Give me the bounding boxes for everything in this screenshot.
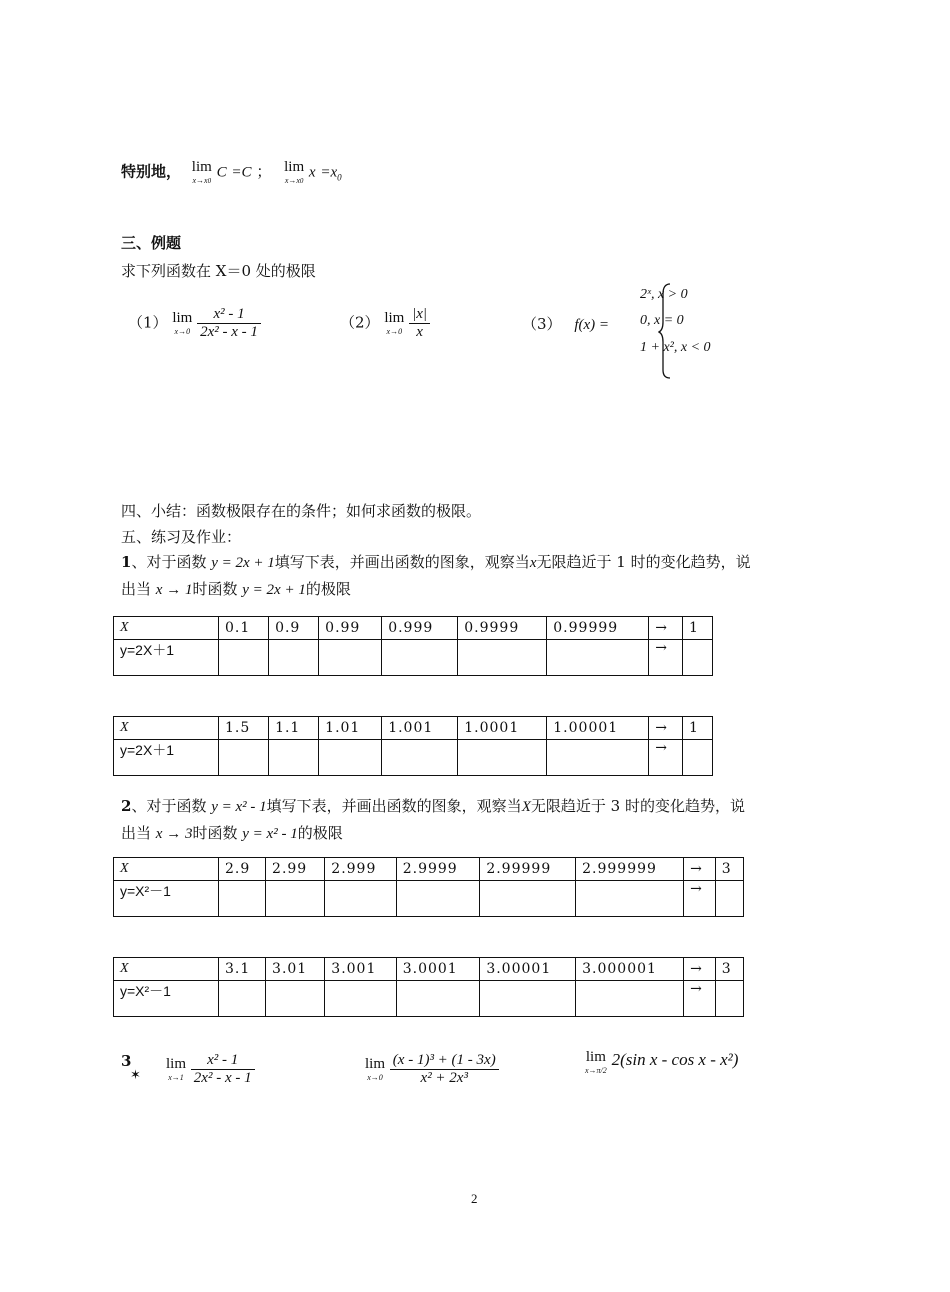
q2-text-d: 出当 bbox=[121, 824, 152, 842]
example-3-label-fx bbox=[522, 313, 609, 334]
table-cell-blank[interactable] bbox=[715, 881, 743, 917]
table-cell-header: 0.999 bbox=[382, 617, 458, 640]
table-cell-blank[interactable] bbox=[325, 981, 396, 1017]
table-cell-arrow: → bbox=[684, 881, 716, 917]
q3e2-fraction bbox=[390, 1052, 499, 1087]
lim-subscript-2 bbox=[284, 177, 304, 185]
table-cell-header: → bbox=[649, 617, 683, 640]
lim-subscript bbox=[192, 177, 212, 185]
table-cell-blank[interactable] bbox=[480, 881, 576, 917]
q2-text-b: 填写下表，并画出函数的图象，观察当 bbox=[266, 797, 522, 815]
lim-sub-text-2: x→x bbox=[284, 176, 300, 185]
table-cell-blank[interactable] bbox=[266, 881, 325, 917]
table-cell-header: 2.999999 bbox=[576, 858, 684, 881]
q3e2-lim-text: lim bbox=[365, 1056, 386, 1072]
ex1-numerator: x² - 1 bbox=[197, 306, 261, 324]
q3-expression-2 bbox=[365, 1052, 499, 1087]
table-cell-header: 2.9 bbox=[219, 858, 266, 881]
ex2-limit bbox=[384, 311, 404, 336]
table-3 bbox=[113, 857, 744, 917]
special-prefix: 特别地， bbox=[121, 162, 182, 181]
example-3-label: （3） bbox=[522, 315, 562, 333]
table-cell-blank[interactable] bbox=[266, 981, 325, 1017]
table-row-label: y=2X＋1 bbox=[114, 640, 219, 676]
table-cell-header: X bbox=[114, 717, 219, 740]
star-icon: ✶ bbox=[130, 1068, 141, 1083]
q1-text-d: 出当 bbox=[121, 580, 152, 598]
table-cell-blank[interactable] bbox=[396, 981, 480, 1017]
section-heading-examples: 三、例题 bbox=[121, 234, 182, 252]
ex3-case-3: 1 + x², x < 0 bbox=[640, 340, 711, 355]
q3e1-lim-sub: x→1 bbox=[168, 1073, 184, 1082]
table-row-label: y=2X＋1 bbox=[114, 740, 219, 776]
q3-expression-1 bbox=[166, 1052, 255, 1087]
table-cell-header: 3.001 bbox=[325, 958, 396, 981]
table-cell-blank[interactable] bbox=[458, 640, 547, 676]
q3e3-lim-text: lim bbox=[585, 1049, 606, 1065]
ex1-limit bbox=[172, 311, 192, 336]
table-cell-header: 3.0001 bbox=[396, 958, 480, 981]
table-cell-blank[interactable] bbox=[576, 981, 684, 1017]
table-row-label: y=X²－1 bbox=[114, 881, 219, 917]
q2-approach: x → 3 bbox=[155, 826, 193, 842]
table-cell-blank[interactable] bbox=[682, 740, 712, 776]
table-row bbox=[114, 981, 744, 1017]
table-cell-header: 1 bbox=[682, 717, 712, 740]
table-cell-header: → bbox=[649, 717, 683, 740]
ex2-lim-sub: x→0 bbox=[386, 327, 403, 336]
q3e3-body: 2(sin x - cos x - x²) bbox=[611, 1050, 739, 1069]
q3-expression-3 bbox=[585, 1050, 738, 1075]
example-2-label: （2） bbox=[340, 313, 380, 332]
table-cell-blank[interactable] bbox=[382, 740, 458, 776]
table-row bbox=[114, 717, 713, 740]
summary-line: 四、小结：函数极限存在的条件；如何求函数的极限。 bbox=[121, 502, 482, 520]
q2-variable: X bbox=[521, 799, 531, 815]
variable-x: x bbox=[308, 164, 316, 181]
example-1-label: （1） bbox=[128, 313, 168, 332]
table-cell-blank[interactable] bbox=[382, 640, 458, 676]
ex2-lim-text: lim bbox=[384, 310, 405, 326]
q2-text-e: 时函数 bbox=[192, 824, 238, 842]
table-cell-blank[interactable] bbox=[269, 740, 319, 776]
q3e2-denominator: x² + 2x³ bbox=[420, 1070, 468, 1086]
table-cell-blank[interactable] bbox=[219, 881, 266, 917]
table-cell-blank[interactable] bbox=[547, 640, 649, 676]
table-cell-blank[interactable] bbox=[480, 981, 576, 1017]
ex2-numerator: |x| bbox=[409, 306, 430, 324]
table-cell-header: 0.99 bbox=[319, 617, 382, 640]
table-cell-header: 1 bbox=[682, 617, 712, 640]
lim-sub-text: x→x bbox=[192, 176, 208, 185]
q1-function-2: y = 2x + 1 bbox=[242, 582, 306, 598]
table-row bbox=[114, 740, 713, 776]
table-cell-header: X bbox=[114, 958, 219, 981]
table-cell-header: X bbox=[114, 617, 219, 640]
table-cell-header: 3 bbox=[715, 958, 743, 981]
table-cell-arrow: → bbox=[649, 740, 683, 776]
example-1 bbox=[128, 306, 261, 341]
table-cell-header: 1.01 bbox=[319, 717, 382, 740]
table-row bbox=[114, 858, 744, 881]
q3e1-denominator: 2x² - x - 1 bbox=[193, 1070, 252, 1086]
table-cell-blank[interactable] bbox=[576, 881, 684, 917]
table-cell-blank[interactable] bbox=[319, 640, 382, 676]
page-number: 2 bbox=[471, 1191, 478, 1206]
table-cell-header: 1.1 bbox=[269, 717, 319, 740]
table-cell-header: 2.999 bbox=[325, 858, 396, 881]
equals-x0: =x bbox=[320, 164, 338, 181]
q3e1-limit bbox=[166, 1057, 186, 1082]
lim-text: lim bbox=[191, 159, 212, 175]
table-cell-header: 2.99999 bbox=[480, 858, 576, 881]
q1-text-c: 无限趋近于 1 时的变化趋势，说 bbox=[536, 553, 751, 571]
table-cell-header: 0.9 bbox=[269, 617, 319, 640]
ex1-lim-text: lim bbox=[172, 310, 193, 326]
table-row-label: y=X²－1 bbox=[114, 981, 219, 1017]
table-cell-blank[interactable] bbox=[396, 881, 480, 917]
ex1-fraction bbox=[197, 306, 261, 341]
table-cell-header: 1.00001 bbox=[547, 717, 649, 740]
section-heading-exercises: 五、练习及作业： bbox=[121, 528, 242, 546]
ex1-denominator: 2x² - x - 1 bbox=[200, 324, 258, 340]
lim-text-2: lim bbox=[284, 159, 305, 175]
table-row bbox=[114, 958, 744, 981]
table-cell-header: X bbox=[114, 858, 219, 881]
q3e1-numerator: x² - 1 bbox=[191, 1052, 255, 1070]
table-cell-header: 3.01 bbox=[266, 958, 325, 981]
q1-function: y = 2x + 1 bbox=[211, 555, 275, 571]
q1-text-a: 、对于函数 bbox=[131, 553, 207, 571]
q3e1-lim-text: lim bbox=[166, 1056, 187, 1072]
ex2-fraction bbox=[409, 306, 430, 341]
ex3-case-2: 0, x = 0 bbox=[640, 313, 684, 328]
examples-intro: 求下列函数在 X＝0 处的极限 bbox=[121, 262, 316, 280]
question-2-line-2 bbox=[121, 822, 343, 843]
ex2-denominator: x bbox=[416, 324, 423, 340]
ex1-lim-sub: x→0 bbox=[174, 327, 191, 336]
table-cell-header: 1.0001 bbox=[458, 717, 547, 740]
table-cell-blank[interactable] bbox=[325, 881, 396, 917]
q2-number: 2 bbox=[121, 797, 132, 815]
table-row bbox=[114, 640, 713, 676]
table-row bbox=[114, 881, 744, 917]
table-2 bbox=[113, 716, 713, 776]
q3e2-lim-sub: x→0 bbox=[367, 1073, 383, 1082]
q2-text-c: 无限趋近于 3 时的变化趋势，说 bbox=[530, 797, 745, 815]
brace-icon bbox=[658, 282, 672, 380]
table-cell-header: 0.9999 bbox=[458, 617, 547, 640]
table-cell-header: 0.1 bbox=[219, 617, 269, 640]
x0-subscript: 0 bbox=[337, 172, 342, 183]
table-cell-header: → bbox=[684, 858, 716, 881]
q2-function: y = x² - 1 bbox=[211, 799, 267, 815]
table-cell-header: 3.1 bbox=[219, 958, 266, 981]
q2-text-f: 的极限 bbox=[297, 824, 343, 842]
question-1-line-1 bbox=[121, 551, 751, 572]
question-2-line-1 bbox=[121, 795, 745, 816]
table-cell-blank[interactable] bbox=[219, 740, 269, 776]
question-1-line-2 bbox=[121, 578, 351, 599]
table-cell-blank[interactable] bbox=[319, 740, 382, 776]
table-cell-arrow: → bbox=[649, 640, 683, 676]
ex3-fx: f(x) = bbox=[574, 317, 610, 333]
ex3-case-1: 2ˣ, x > 0 bbox=[640, 287, 688, 302]
table-cell-blank[interactable] bbox=[682, 640, 712, 676]
table-cell-header: 1.001 bbox=[382, 717, 458, 740]
q3e2-numerator: (x - 1)³ + (1 - 3x) bbox=[390, 1052, 499, 1070]
q2-text-a: 、对于函数 bbox=[131, 797, 207, 815]
q2-function-2: y = x² - 1 bbox=[242, 826, 298, 842]
q3-number: 3 bbox=[121, 1052, 132, 1070]
table-cell-header: → bbox=[684, 958, 716, 981]
table-cell-header: 3.00001 bbox=[480, 958, 576, 981]
table-cell-blank[interactable] bbox=[547, 740, 649, 776]
table-cell-header: 2.9999 bbox=[396, 858, 480, 881]
q1-text-e: 时函数 bbox=[192, 580, 238, 598]
q1-variable: x bbox=[529, 555, 537, 571]
table-1 bbox=[113, 616, 713, 676]
equals-c: =C bbox=[231, 164, 252, 181]
q1-approach: x → 1 bbox=[155, 582, 193, 598]
lim-sub-index-2: 0 bbox=[299, 177, 304, 185]
table-4 bbox=[113, 957, 744, 1017]
special-limits-line bbox=[121, 160, 342, 185]
q1-text-f: 的极限 bbox=[305, 580, 351, 598]
table-cell-blank[interactable] bbox=[269, 640, 319, 676]
table-cell-header: 3.000001 bbox=[576, 958, 684, 981]
constant-c: C bbox=[216, 164, 227, 181]
lim-sub-index: 0 bbox=[207, 177, 212, 185]
table-cell-header: 2.99 bbox=[266, 858, 325, 881]
table-cell-blank[interactable] bbox=[458, 740, 547, 776]
limit-operator bbox=[192, 160, 212, 185]
table-cell-header: 1.5 bbox=[219, 717, 269, 740]
table-cell-arrow: → bbox=[684, 981, 716, 1017]
q3e2-limit bbox=[365, 1057, 385, 1082]
q3e3-limit bbox=[585, 1050, 607, 1075]
q1-text-b: 填写下表，并画出函数的图象，观察当 bbox=[274, 553, 530, 571]
q3e3-lim-sub: x→π/2 bbox=[585, 1066, 607, 1075]
table-cell-blank[interactable] bbox=[715, 981, 743, 1017]
table-cell-blank[interactable] bbox=[219, 981, 266, 1017]
limit-operator-2 bbox=[284, 160, 304, 185]
example-2 bbox=[340, 306, 430, 341]
q3e1-fraction bbox=[191, 1052, 255, 1087]
separator: ； bbox=[256, 162, 272, 181]
table-cell-blank[interactable] bbox=[219, 640, 269, 676]
table-cell-header: 3 bbox=[715, 858, 743, 881]
q1-number: 1 bbox=[121, 553, 132, 571]
table-row bbox=[114, 617, 713, 640]
table-cell-header: 0.99999 bbox=[547, 617, 649, 640]
